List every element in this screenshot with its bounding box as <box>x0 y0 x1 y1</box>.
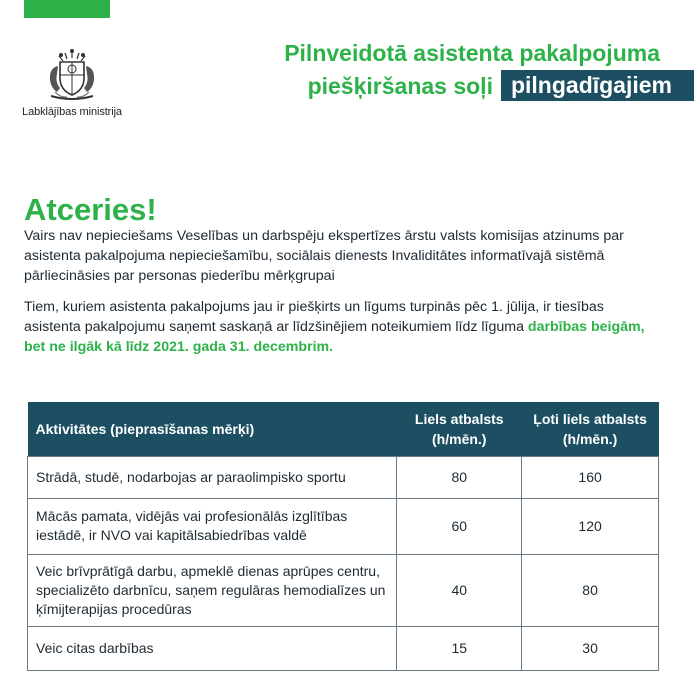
row-activity: Veic brīvprātīgā darbu, apmeklē dienas aprūpes centru, specializēto darbnīcu, saņem regulāras hemodialīzes un ķīmijterapijas procedūras <box>28 554 397 626</box>
header-very-large-support-unit: (h/mēn.) <box>562 430 618 447</box>
header-large-support-unit: (h/mēn.) <box>432 430 487 447</box>
header-very-large-support-label: Ļoti liels atbalsts <box>533 410 647 427</box>
notice-paragraph-2-highlight: darbības beigām, bet ne ilgāk kā līdz 2021. gada 31. decembrim. <box>24 319 645 355</box>
row-large-hours: 40 <box>397 554 522 626</box>
support-hours-table <box>27 402 659 671</box>
row-large-hours: 80 <box>397 456 522 498</box>
notice-paragraph-2-text: Tiem, kuriem asistenta pakalpojums jau ir piešķirts un līgums turpinās pēc 1. jūlija, ir tiesības asistenta pakalpojumu saņemt saskaņā ar līdzšinējiem noteikumiem līdz līguma <box>24 299 604 335</box>
row-large-hours: 15 <box>397 626 522 670</box>
row-very-large-hours: 160 <box>522 456 659 498</box>
header-very-large-support <box>522 402 659 456</box>
top-accent-bar <box>24 0 110 18</box>
row-activity: Strādā, studē, nodarbojas ar paraolimpisko sportu <box>28 456 397 498</box>
header-activity: Aktivitātes (pieprasīšanas mērķi) <box>28 402 397 456</box>
title-highlight-badge: pilngadīgajiem <box>501 70 694 101</box>
row-large-hours: 60 <box>397 498 522 554</box>
title-line-1: Pilnveidotā asistenta pakalpojuma <box>284 40 660 66</box>
notice-paragraph-1: Vairs nav nepieciešams Veselības un darbspēju ekspertīzes ārstu valsts komisijas atzinums par asistenta pakalpojuma nepieciešamību, sociālais dienests Invaliditātes informatīvajā sistēmā pārliecināsies par personas piederību mērķgrupai <box>24 228 624 284</box>
row-activity: Veic citas darbības <box>28 626 397 670</box>
row-very-large-hours: 80 <box>522 554 659 626</box>
header-large-support-label: Liels atbalsts <box>414 410 504 427</box>
coat-of-arms-icon <box>41 48 103 102</box>
table-row <box>28 456 659 498</box>
title-line-2 <box>224 70 694 101</box>
ministry-logo <box>18 48 126 118</box>
title-line-2-text: piešķiršanas soļi <box>307 72 493 99</box>
row-activity: Mācās pamata, vidējās vai profesionālās izglītības iestādē, ir NVO vai kapitālsabiedrības valdē <box>28 498 397 554</box>
table-row <box>28 626 659 670</box>
page-title <box>224 38 694 101</box>
notice-paragraph-2 <box>24 297 664 357</box>
row-very-large-hours: 120 <box>522 498 659 554</box>
table-row <box>28 554 659 626</box>
header-large-support <box>397 402 522 456</box>
table-header-row <box>28 402 659 456</box>
row-very-large-hours: 30 <box>522 626 659 670</box>
table-row <box>28 498 659 554</box>
ministry-name: Labklājības ministrija <box>22 106 122 118</box>
notice-heading: Atceries! <box>24 192 157 227</box>
